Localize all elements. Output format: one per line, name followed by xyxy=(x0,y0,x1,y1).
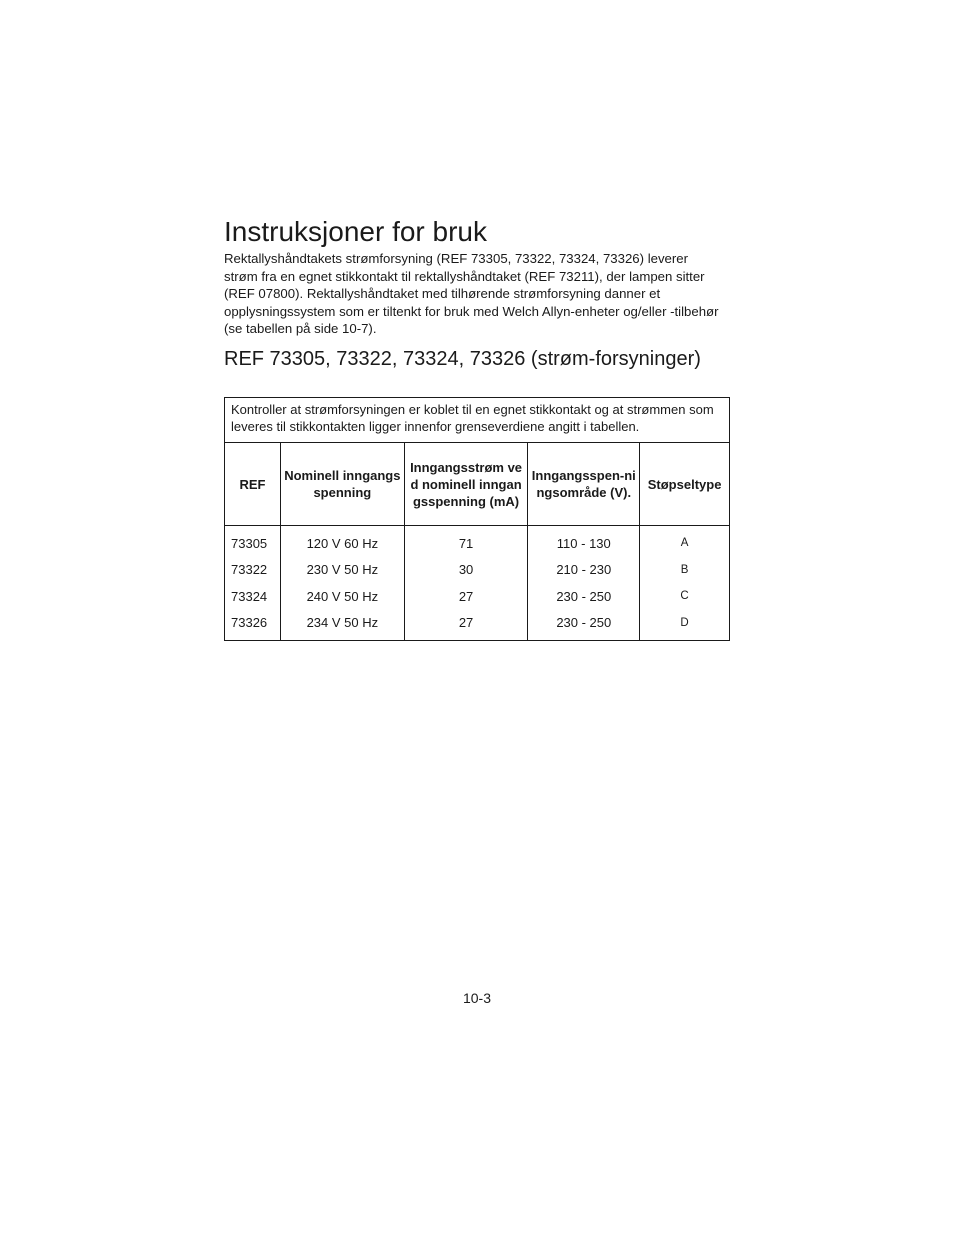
header-nominal-voltage: Nominell inngangsspenning xyxy=(280,443,404,526)
cell-ref: 73305 xyxy=(225,526,281,557)
cell-voltage-range: 110 - 130 xyxy=(528,526,640,557)
cell-ref: 73326 xyxy=(225,610,281,641)
header-input-current: Inngangsstrøm ved nominell inngangsspenning (mA) xyxy=(404,443,528,526)
cell-voltage-range: 210 - 230 xyxy=(528,557,640,584)
table-row xyxy=(225,557,730,584)
page-number: 10-3 xyxy=(462,990,492,1006)
cell-input-current: 27 xyxy=(404,583,528,610)
cell-nominal-voltage: 230 V 50 Hz xyxy=(280,557,404,584)
cell-input-current: 30 xyxy=(404,557,528,584)
power-supply-spec-table xyxy=(224,397,730,641)
cell-voltage-range: 230 - 250 xyxy=(528,583,640,610)
table-header-row xyxy=(225,443,730,526)
cell-ref: 73322 xyxy=(225,557,281,584)
cell-nominal-voltage: 240 V 50 Hz xyxy=(280,583,404,610)
cell-nominal-voltage: 234 V 50 Hz xyxy=(280,610,404,641)
cell-ref: 73324 xyxy=(225,583,281,610)
page-title: Instruksjoner for bruk xyxy=(224,216,487,247)
cell-plug-type: B xyxy=(640,557,730,584)
cell-input-current: 27 xyxy=(404,610,528,641)
header-ref: REF xyxy=(225,443,281,526)
cell-plug-type: D xyxy=(640,610,730,641)
header-voltage-range: Inngangsspen-ningsområde (V). xyxy=(528,443,640,526)
cell-input-current: 71 xyxy=(404,526,528,557)
table-row xyxy=(225,526,730,557)
table-row xyxy=(225,583,730,610)
intro-paragraph: Rektallyshåndtakets strømforsyning (REF 73305, 73322, 73324, 73326) leverer strøm fra en egnet stikkontakt til rektallyshåndtaket (REF 73211), der lampen sitter (REF 07800). Rektallyshåndtaket med tilhørende strømforsyning danner et opplysningssystem som er tiltenkt for bruk med Welch Allyn-enheter og/eller -tilbehør (se tabellen på side 10-7). xyxy=(224,251,719,337)
cell-voltage-range: 230 - 250 xyxy=(528,610,640,641)
table-note: Kontroller at strømforsyningen er koblet til en egnet stikkontakt og at strømmen som leveres til stikkontakten ligger innenfor grenseverdiene angitt i tabellen. xyxy=(225,398,730,443)
cell-plug-type: C xyxy=(640,583,730,610)
cell-plug-type: A xyxy=(640,526,730,557)
header-plug-type: Støpseltype xyxy=(640,443,730,526)
cell-nominal-voltage: 120 V 60 Hz xyxy=(280,526,404,557)
section-heading: REF 73305, 73322, 73324, 73326 (strøm-forsyninger) xyxy=(224,348,701,370)
table-row xyxy=(225,610,730,641)
